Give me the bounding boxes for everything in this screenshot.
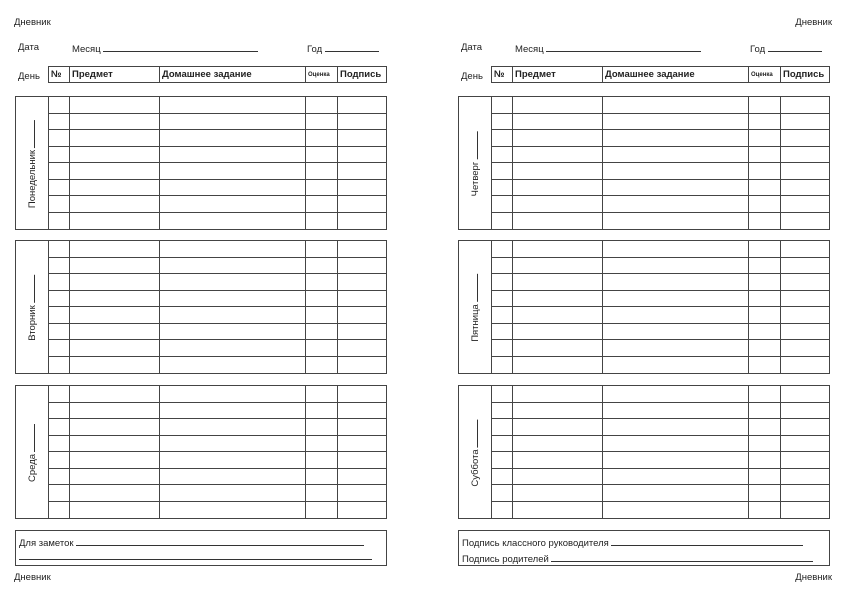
subject-header: Предмет [70, 67, 160, 82]
day-label-saturday: Суббота [469, 419, 481, 486]
table-row[interactable] [49, 485, 386, 502]
table-row[interactable] [49, 274, 386, 291]
teacher-signature-label: Подпись классного руководителя [462, 538, 609, 549]
notes-label: Для заметок [19, 538, 74, 549]
table-row[interactable] [492, 163, 829, 180]
table-row[interactable] [492, 386, 829, 403]
year-field[interactable] [750, 42, 822, 55]
table-row[interactable] [49, 147, 386, 164]
num-header: № [492, 67, 513, 82]
table-row[interactable] [49, 452, 386, 469]
table-row[interactable] [49, 403, 386, 420]
month-label: Месяц [72, 44, 101, 55]
table-row[interactable] [49, 324, 386, 341]
table-row[interactable] [49, 436, 386, 453]
table-row[interactable] [492, 403, 829, 420]
grade-header: Оценка [306, 67, 338, 82]
table-row[interactable] [49, 258, 386, 275]
table-row[interactable] [492, 147, 829, 164]
day-column-header: День [461, 71, 483, 82]
notes-line [19, 559, 372, 560]
table-row[interactable] [492, 419, 829, 436]
table-row[interactable] [492, 291, 829, 308]
diary-label-bottom-right: Дневник [795, 572, 832, 583]
table-row[interactable] [49, 502, 386, 519]
signature-header: Подпись [340, 69, 382, 80]
day-block-tuesday [15, 240, 387, 374]
day-block-thursday [458, 96, 830, 230]
column-header-row [48, 66, 387, 83]
table-row[interactable] [492, 274, 829, 291]
table-row[interactable] [492, 213, 829, 230]
day-label-wednesday: Среда [26, 424, 38, 482]
day-label-monday: Понедельник [26, 120, 38, 208]
table-row[interactable] [49, 213, 386, 230]
table-row[interactable] [49, 114, 386, 131]
day-block-monday [15, 96, 387, 230]
table-row[interactable] [492, 114, 829, 131]
table-row[interactable] [49, 97, 386, 114]
day-block-wednesday [15, 385, 387, 519]
table-row[interactable] [49, 357, 386, 374]
signatures-box[interactable] [458, 530, 830, 566]
table-row[interactable] [492, 180, 829, 197]
month-label: Месяц [515, 44, 544, 55]
year-field[interactable] [307, 42, 379, 55]
year-label: Год [750, 44, 766, 55]
table-row[interactable] [492, 469, 829, 486]
year-line [325, 42, 379, 52]
table-row[interactable] [49, 163, 386, 180]
table-row[interactable] [492, 97, 829, 114]
diary-label-bottom-left: Дневник [14, 572, 51, 583]
signature-header: Подпись [783, 69, 825, 80]
table-row[interactable] [49, 180, 386, 197]
parents-signature-label: Подпись родителей [462, 554, 549, 565]
table-row[interactable] [49, 241, 386, 258]
day-label-tuesday: Вторник [26, 275, 38, 341]
column-header-row [491, 66, 830, 83]
table-row[interactable] [492, 130, 829, 147]
month-line [546, 42, 701, 52]
grade-header: Оценка [749, 67, 781, 82]
day-block-friday [458, 240, 830, 374]
table-row[interactable] [492, 258, 829, 275]
table-row[interactable] [49, 386, 386, 403]
table-row[interactable] [492, 452, 829, 469]
month-field[interactable] [515, 42, 701, 55]
table-row[interactable] [49, 196, 386, 213]
table-row[interactable] [49, 307, 386, 324]
homework-header: Домашнее задание [160, 67, 306, 82]
table-row[interactable] [49, 340, 386, 357]
table-row[interactable] [492, 436, 829, 453]
day-block-saturday [458, 385, 830, 519]
table-row[interactable] [492, 340, 829, 357]
diary-label-top-left: Дневник [14, 17, 51, 28]
diary-label-top-right: Дневник [795, 17, 832, 28]
table-row[interactable] [49, 419, 386, 436]
table-row[interactable] [49, 469, 386, 486]
day-label-friday: Пятница [469, 274, 481, 342]
day-column-header: День [18, 71, 40, 82]
table-row[interactable] [492, 241, 829, 258]
date-label: Дата [461, 42, 483, 53]
table-row[interactable] [492, 502, 829, 519]
year-line [768, 42, 822, 52]
num-header: № [49, 67, 70, 82]
table-row[interactable] [49, 130, 386, 147]
month-line [103, 42, 258, 52]
table-row[interactable] [492, 485, 829, 502]
table-row[interactable] [492, 324, 829, 341]
table-row[interactable] [492, 357, 829, 374]
table-row[interactable] [492, 307, 829, 324]
day-label-thursday: Четверг [469, 132, 481, 197]
month-field[interactable] [72, 42, 258, 55]
table-row[interactable] [49, 291, 386, 308]
subject-header: Предмет [513, 67, 603, 82]
homework-header: Домашнее задание [603, 67, 749, 82]
notes-box[interactable] [15, 530, 387, 566]
date-label: Дата [18, 42, 40, 53]
year-label: Год [307, 44, 323, 55]
table-row[interactable] [492, 196, 829, 213]
